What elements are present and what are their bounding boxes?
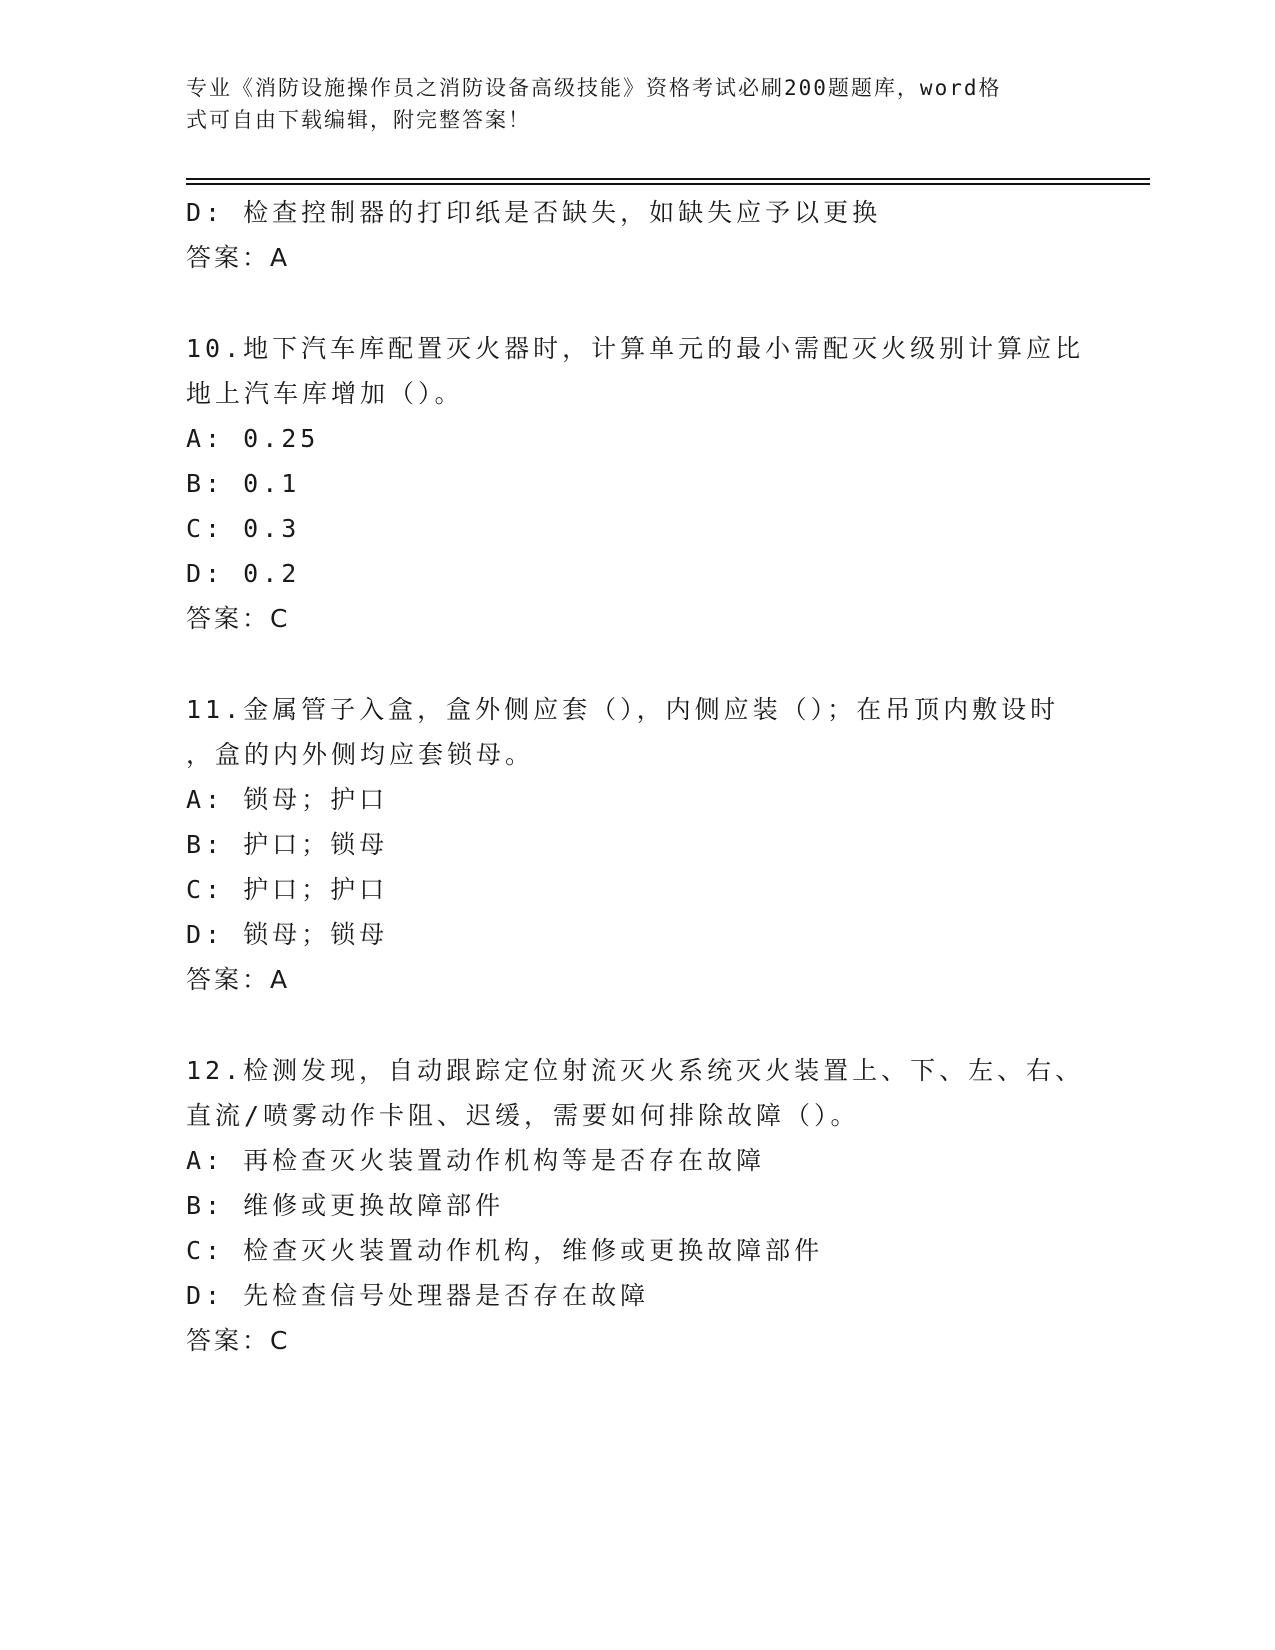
option-d: D: 先检查信号处理器是否存在故障 [186,1281,650,1310]
header-line-2: 式可自由下载编辑，附完整答案！ [186,108,531,132]
header-divider-top [186,178,1150,180]
answer-line: 答案：A [186,243,291,272]
option-d: D: 检查控制器的打印纸是否缺失，如缺失应予以更换 [186,198,882,227]
prev-question-block [186,190,1086,280]
option-b: B: 维修或更换故障部件 [186,1191,505,1220]
header-divider-bottom [186,183,1150,185]
header-line-1: 专业《消防设施操作员之消防设备高级技能》资格考试必刷200题题库，word格 [186,76,1002,100]
option-c: C: 0.3 [186,514,301,543]
answer-line: 答案：C [186,1326,291,1355]
option-a: A: 锁母；护口 [186,785,389,814]
question-text-line-1: 10.地下汽车库配置灭火器时，计算单元的最小需配灭火级别计算应比 [186,334,1085,363]
question-text-line-1: 11.金属管子入盒，盒外侧应套（），内侧应装（）；在吊顶内敷设时 [186,695,1060,724]
question-content [186,190,1086,1363]
question-text-line-2: ，盒的内外侧均应套锁母。 [186,740,535,769]
answer-line: 答案：C [186,604,291,633]
option-c: C: 护口；护口 [186,875,389,904]
option-a: A: 0.25 [186,424,320,453]
question-11 [186,687,1086,1002]
question-10 [186,326,1086,641]
option-d: D: 锁母；锁母 [186,920,389,949]
answer-line: 答案：A [186,965,291,994]
option-a: A: 再检查灭火装置动作机构等是否存在故障 [186,1146,766,1175]
option-d: D: 0.2 [186,559,301,588]
option-c: C: 检查灭火装置动作机构，维修或更换故障部件 [186,1236,824,1265]
option-b: B: 0.1 [186,469,301,498]
question-12 [186,1048,1086,1363]
question-text-line-2: 地上汽车库增加（）。 [186,379,464,408]
document-header [186,72,1066,136]
option-b: B: 护口；锁母 [186,830,389,859]
question-text-line-1: 12.检测发现，自动跟踪定位射流灭火系统灭火装置上、下、左、右、 [186,1056,1085,1085]
question-text-line-2: 直流/喷雾动作卡阻、迟缓，需要如何排除故障（）。 [186,1101,860,1130]
